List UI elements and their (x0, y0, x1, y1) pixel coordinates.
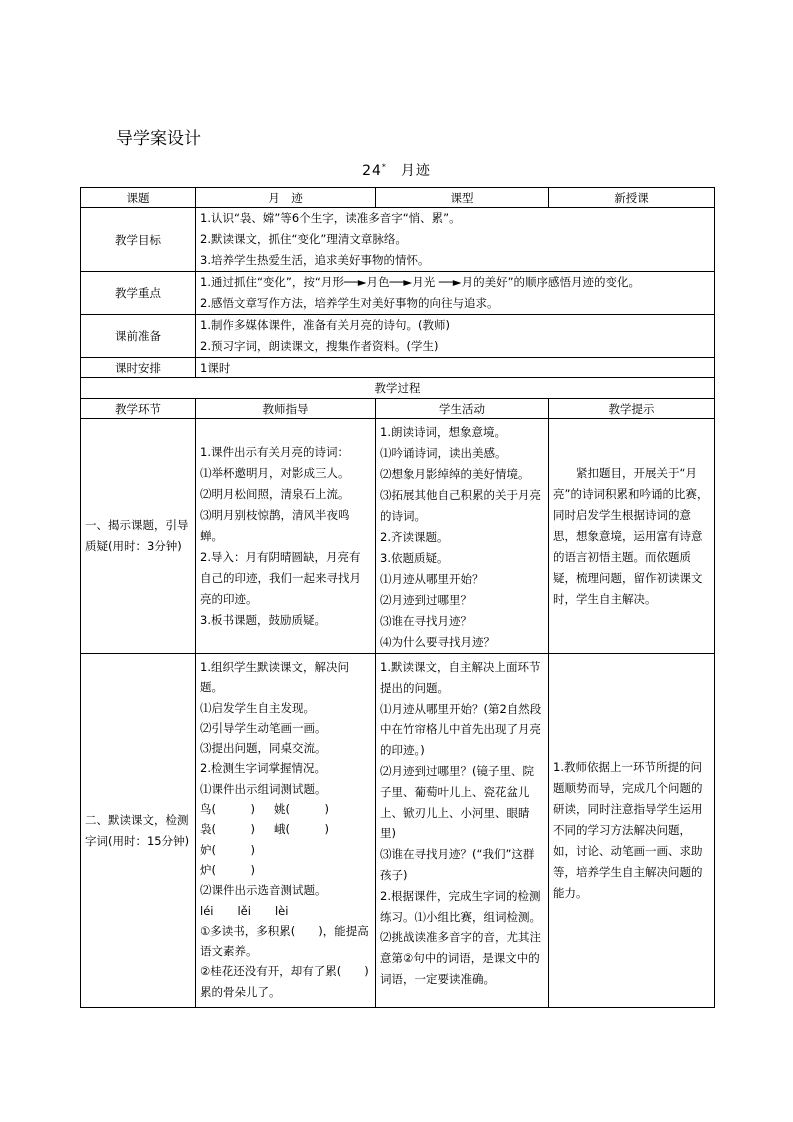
key-points-row (81, 272, 715, 315)
column-header-tip: 教学提示 (549, 399, 715, 419)
teacher-line: 3.板书课题，鼓励质疑。 (200, 612, 326, 627)
student-line: ⑶拓展其他自己积累的关于月亮的诗词。 (380, 488, 541, 523)
goals-content (196, 208, 715, 272)
key-points-content (196, 272, 715, 315)
section2-tip: 1.教师依据上一环节所提的问题顺势而导，完成几个问题的研读，同时注意指导学生运用不同的学习方法解决问题，如，讨论、动笔画一画、求助等，培养学生自主解决问题的能力。 (549, 654, 715, 1008)
column-header-stage: 教学环节 (81, 399, 196, 419)
prep-label: 课前准备 (81, 315, 196, 358)
teacher-line: ①多读书，多积累( )，能提高语文素养。 (200, 923, 369, 959)
process-title: 教学过程 (81, 378, 715, 399)
teacher-line: ②桂花还没有开，却有了累( )累的骨朵儿了。 (200, 964, 369, 999)
student-line: ⑶谁在寻找月迹？(“我们”这群孩子) (380, 847, 535, 882)
student-line: 2.根据课件，完成生字词的检测练习。⑴小组比赛，组词检测。 (380, 888, 541, 924)
section2-teacher (196, 654, 376, 1008)
key-points-label: 教学重点 (81, 272, 196, 315)
student-line: ⑴月迹从哪里开始？ (380, 572, 484, 586)
word-test-row: 炉( ) (200, 862, 255, 877)
student-line: ⑴月迹从哪里开始？(第2自然段中在竹帘格儿中首先出现了月亮的印迹。) (380, 701, 542, 758)
schedule-label: 课时安排 (81, 358, 196, 378)
schedule-value: 1课时 (196, 358, 715, 378)
goal-item: 2.默读课文，抓住“变化”理清文章脉络。 (200, 232, 407, 246)
process-columns-row (81, 399, 715, 419)
topic-value: 月 迹 (196, 188, 376, 208)
word-test-row: 袅( ) 峨( ) (200, 822, 329, 837)
student-line: 1.默读课文，自主解决上面环节提出的问题。 (380, 660, 541, 695)
section1-stage: 一、揭示课题，引导质疑(用时：3分钟) (81, 419, 196, 654)
teacher-line: 1.课件出示有关月亮的诗词： (200, 444, 349, 459)
student-line: ⑷为什么要寻找月迹？ (380, 635, 495, 649)
topic-label: 课题 (81, 188, 196, 208)
goals-row (81, 208, 715, 272)
schedule-row (81, 358, 715, 378)
goal-item: 1.认识“袅、嫦”等6个生字，读准多音字“悄、累”。 (200, 211, 461, 225)
column-header-student: 学生活动 (376, 399, 549, 419)
key-point-item: 2.感悟文章写作方法，培养学生对美好事物的向往与追求。 (200, 296, 499, 310)
student-line: ⑵月迹到过哪里？(镜子里、院子里、葡萄叶儿上、瓷花盆儿上、锨刃儿上、小河里、眼睛里) (380, 763, 534, 841)
lesson-number: 24* (362, 162, 387, 179)
teacher-line: ⑶提出问题，同桌交流。 (200, 741, 327, 756)
student-line: ⑵月迹到过哪里？ (380, 593, 472, 607)
teacher-line: ⑶明月别枝惊鹊，清风半夜鸣蝉。 (200, 507, 350, 543)
teacher-line: ⑴举杯邀明月，对影成三人。 (200, 465, 350, 480)
section1-teacher (196, 419, 376, 654)
prep-item: 1.制作多媒体课件，准备有关月亮的诗句。(教师) (200, 318, 450, 332)
key-point-item: 1.通过抓住“变化”，按“月形──►月色──►月光 ──►月的美好”的顺序感悟月迹的变化。 (200, 275, 641, 289)
teacher-line: ⑴课件出示组词测试题。 (200, 781, 327, 796)
lesson-name: 月迹 (400, 163, 431, 179)
type-label: 课型 (376, 188, 549, 208)
section2-student (376, 654, 549, 1008)
section2-row (81, 654, 715, 1008)
prep-row (81, 315, 715, 358)
teacher-line: 2.导入：月有阴晴圆缺，月亮有自己的印迹，我们一起来寻找月亮的印迹。 (200, 549, 361, 606)
student-line: ⑵想象月影绰绰的美好情境。 (380, 467, 530, 481)
teacher-line: 1.组织学生默读课文，解决问题。 (200, 660, 349, 695)
goal-item: 3.培养学生热爱生活，追求美好事物的情怀。 (200, 253, 430, 267)
section1-tip (549, 419, 715, 654)
goals-label: 教学目标 (81, 208, 196, 272)
student-line: 3.依题质疑。 (380, 551, 449, 565)
lesson-plan-table (80, 187, 715, 1008)
section1-row (81, 419, 715, 654)
teacher-line: ⑵引导学生动笔画一画。 (200, 720, 327, 735)
word-test-row: 鸟( ) 姚( ) (200, 802, 329, 817)
student-line: ⑴吟诵诗词，读出美感。 (380, 446, 507, 460)
lesson-title (0, 160, 793, 180)
student-line: ⑶谁在寻找月迹？ (380, 614, 472, 628)
student-line: 2.齐读课题。 (380, 530, 449, 544)
section1-student (376, 419, 549, 654)
prep-content (196, 315, 715, 358)
prep-item: 2.预习字词，朗读课文，搜集作者资料。(学生) (200, 339, 439, 353)
word-test-row: 妒( ) (200, 842, 255, 857)
header-row (81, 188, 715, 208)
pinyin-options: léi lěi lèi (200, 903, 289, 918)
student-line: ⑵挑战读准多音字的音，尤其注意第②句中的词语，是课文中的词语，一定要读准确。 (380, 930, 541, 986)
teacher-line: ⑵课件出示选音测试题。 (200, 883, 327, 898)
teacher-line: ⑴启发学生自主发现。 (200, 700, 315, 715)
process-title-row (81, 378, 715, 399)
student-line: 1.朗读诗词，想象意境。 (380, 425, 506, 439)
section2-stage: 二、默读课文，检测字词(用时：15分钟) (81, 654, 196, 1008)
tip-text: 紧扣题目，开展关于“月亮”的诗词积累和吟诵的比赛，同时启发学生根据诗词的意思，想象意境，运用富有诗意的语言初悟主题。而依题质疑，梳理问题，留作初读课文时，学生自主解决。 (553, 465, 709, 606)
type-value: 新授课 (549, 188, 715, 208)
document-title: 导学案设计 (116, 129, 201, 149)
teacher-line: 2.检测生字词掌握情况。 (200, 761, 326, 776)
column-header-teacher: 教师指导 (196, 399, 376, 419)
teacher-line: ⑵明月松间照，清泉石上流。 (200, 486, 350, 501)
